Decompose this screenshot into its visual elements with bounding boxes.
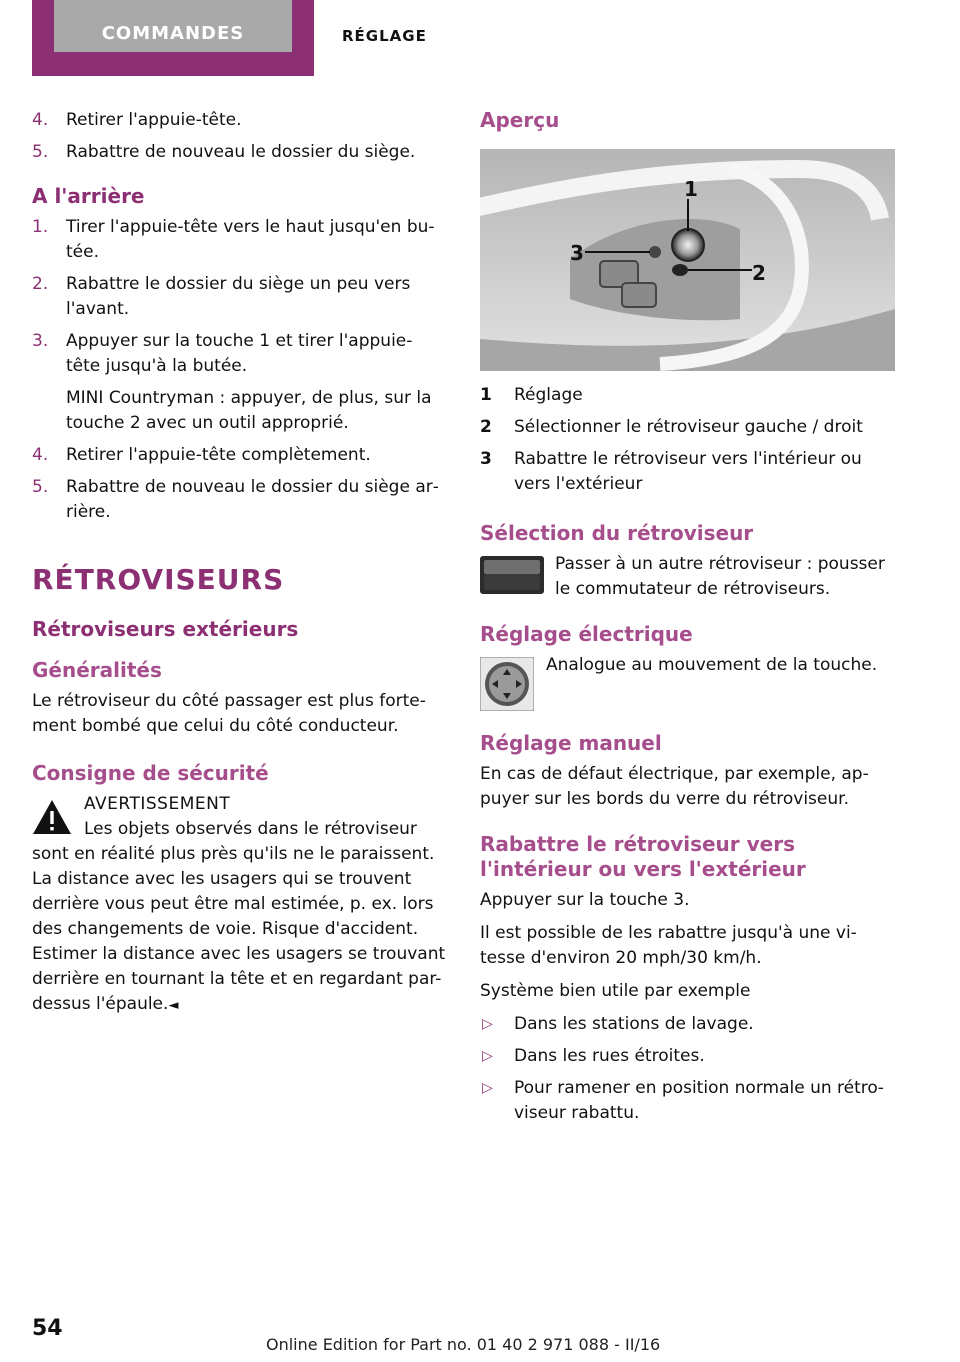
examples-list xyxy=(480,1012,895,1126)
warning-block xyxy=(32,792,446,817)
list-item: 5. Rabattre de nouveau le dossier du siège. xyxy=(32,142,416,162)
overview-heading: Aperçu xyxy=(480,108,560,132)
figure-legend xyxy=(480,383,895,497)
fold-text-1: Appuyer sur la touche 3. xyxy=(480,890,690,910)
selection-heading: Sélection du rétroviseur xyxy=(480,521,754,545)
fold-text-3: Système bien utile par exemple xyxy=(480,981,751,1001)
header-tab-commandes[interactable] xyxy=(32,0,314,76)
list-item: 5. Rabattre de nouveau le dossier du siège ar‐rière. xyxy=(32,477,439,522)
bullet-icon: ▷ xyxy=(482,1048,493,1064)
warning-icon xyxy=(32,798,72,836)
general-text: Le rétroviseur du côté passager est plus forte‐ment bombé que celui du côté conducteur. xyxy=(32,691,426,736)
steps-top xyxy=(32,108,446,165)
general-heading: Généralités xyxy=(32,658,162,682)
manual-text: En cas de défaut électrique, par exemple, ap‐puyer sur les bords du verre du rétroviseur. xyxy=(480,764,869,809)
figure-label-1: 1 xyxy=(684,177,698,201)
header-subsection[interactable]: RÉGLAGE xyxy=(342,27,427,45)
warning-text: Les objets observés dans le rétroviseur sont en réalité plus près qu'ils ne le paraissent. La distance avec les usagers qui se trouvent derrière vous peut être mal estimée, p. ex. lors des changements de voie. Risque d'accident. Estimer la distance avec les usagers se trouvant derrière en tournant la tête et en regardant par-dessus l'épaule. xyxy=(32,819,446,1014)
list-item: 1. Tirer l'appuie-tête vers le haut jusqu'en bu‐tée. xyxy=(32,217,435,262)
door-controls-figure xyxy=(480,149,895,371)
selection-row xyxy=(480,552,895,602)
fold-heading: Rabattre le rétroviseur vers l'intérieur ou vers l'extérieur xyxy=(480,832,806,881)
list-item: ▷ Dans les stations de lavage. xyxy=(480,1012,895,1037)
electric-text: Analogue au mouvement de la touche. xyxy=(546,655,878,675)
fold-text-2: Il est possible de les rabattre jusqu'à une vi‐tesse d'environ 20 mph/30 km/h. xyxy=(480,923,857,968)
legend-row: 2 Sélectionner le rétroviseur gauche / droit xyxy=(480,417,863,437)
steps-rear xyxy=(32,215,446,525)
rear-note: MINI Countryman : appuyer, de plus, sur la touche 2 avec un outil approprié. xyxy=(66,388,432,433)
bullet-icon: ▷ xyxy=(482,1080,493,1096)
legend-row: 3 Rabattre le rétroviseur vers l'intérieur ou vers l'extérieur xyxy=(480,449,862,494)
bullet-icon: ▷ xyxy=(482,1016,493,1032)
electric-row xyxy=(480,653,895,711)
footer-edition: Online Edition for Part no. 01 40 2 971 088 - II/16 xyxy=(266,1335,661,1354)
adjust-knob-icon xyxy=(480,657,534,711)
list-item: 4. Retirer l'appuie-tête. xyxy=(32,110,242,130)
list-item: ▷ Dans les rues étroites. xyxy=(480,1044,895,1069)
list-item: 2. Rabattre le dossier du siège un peu vers l'avant. xyxy=(32,274,411,319)
list-item: ▷ Pour ramener en position normale un rétro‐viseur rabattu. xyxy=(482,1078,884,1123)
warning-text-wrap xyxy=(32,817,446,1018)
figure-label-2: 2 xyxy=(752,261,766,285)
right-column xyxy=(480,108,895,1133)
rear-heading: A l'arrière xyxy=(32,184,145,208)
safety-heading: Consigne de sécurité xyxy=(32,761,269,785)
legend-row: 1 Réglage xyxy=(480,385,583,405)
section-title: RÉTROVISEURS xyxy=(32,563,285,596)
end-mark-icon: ◄ xyxy=(168,998,179,1013)
list-item: 4. Retirer l'appuie-tête complètement. xyxy=(32,445,371,465)
page-number: 54 xyxy=(32,1316,63,1341)
warning-title: AVERTISSEMENT xyxy=(84,794,231,814)
header-section-title: COMMANDES xyxy=(54,0,292,52)
manual-heading: Réglage manuel xyxy=(480,731,662,755)
list-item: 3. Appuyer sur la touche 1 et tirer l'appuie-tête jusqu'à la butée. xyxy=(32,331,413,376)
left-column xyxy=(32,108,446,1018)
mirror-switch-icon xyxy=(480,556,544,594)
figure-label-3: 3 xyxy=(570,241,584,265)
sub-title: Rétroviseurs extérieurs xyxy=(32,617,299,641)
electric-heading: Réglage électrique xyxy=(480,622,693,646)
selection-text: Passer à un autre rétroviseur : pousser le commutateur de rétroviseurs. xyxy=(555,554,885,599)
